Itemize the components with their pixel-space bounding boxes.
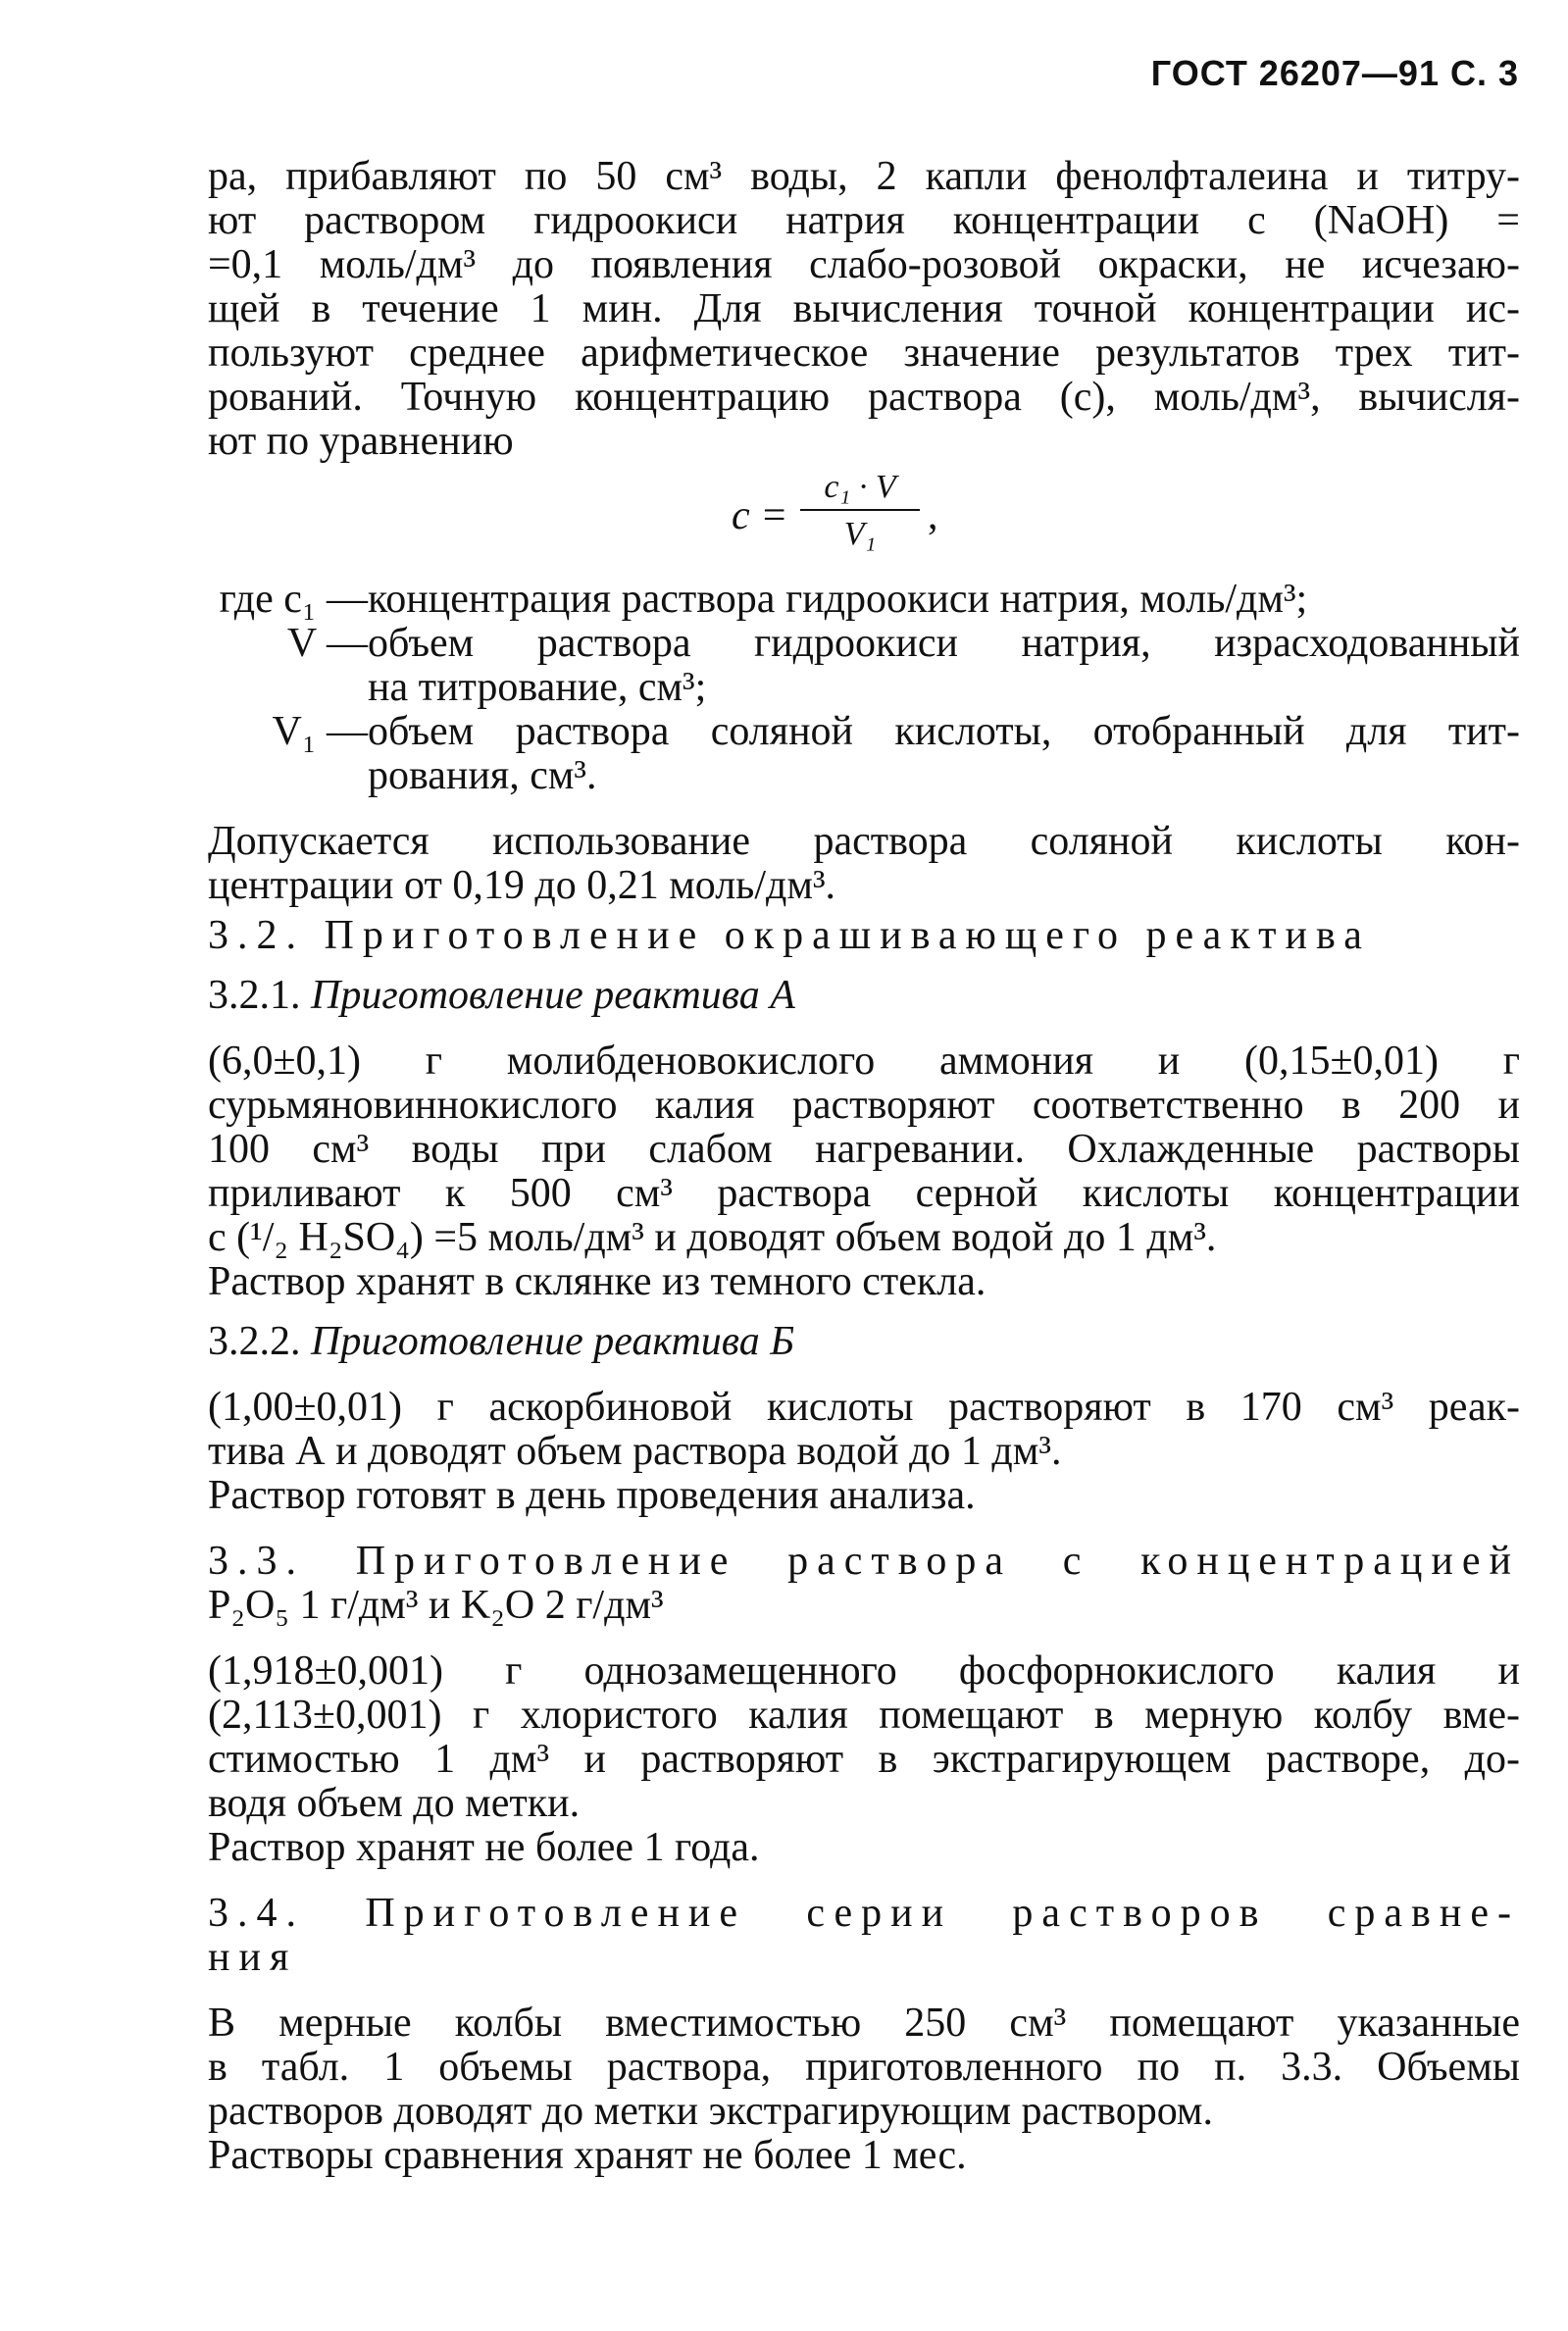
subsection-title: Приготовление реактива Б	[311, 1319, 794, 1364]
formula-numerator: c₁ · V	[824, 469, 896, 505]
legend-line: на титрование, см³;	[368, 665, 707, 710]
subsection-heading-3-2-1	[208, 974, 1520, 1018]
subsection-title: Приготовление реактива А	[311, 973, 795, 1018]
text-line: 100 см³ воды при слабом нагревании. Охлажденные растворы	[208, 1127, 1520, 1172]
formula-legend	[208, 578, 1520, 798]
text-line: ют по уравнению	[208, 419, 514, 464]
legend-line: объем раствора соляной кислоты, отобранный для тит-	[368, 709, 1520, 754]
formula-fraction	[800, 468, 920, 554]
legend-line: концентрация раствора гидроокиси натрия, моль/дм³;	[368, 577, 1308, 622]
page-body	[208, 155, 1520, 2178]
text-line: водя объем до метки.	[208, 1781, 581, 1826]
text-line: с (¹/₂ H₂SO₄) =5 моль/дм³ и доводят объем водой до 1 дм³.	[208, 1215, 1217, 1260]
section-heading-3-3	[208, 1540, 1520, 1628]
legend-row	[208, 710, 1520, 798]
legend-text	[368, 710, 1520, 798]
legend-text	[368, 622, 1520, 710]
formula-lhs: c =	[732, 493, 788, 538]
fraction-bar	[800, 509, 920, 511]
text-line: =0,1 моль/дм³ до появления слабо-розовой окраски, не исчезаю-	[208, 242, 1520, 287]
heading-line: P₂O₅ 1 г/дм³ и K₂O 2 г/дм³	[208, 1583, 664, 1628]
subsection-number: 3.2.1.	[208, 973, 301, 1018]
section-heading-3-4	[208, 1892, 1520, 1980]
paragraph-comparison-series	[208, 2002, 1520, 2178]
text-line: Допускается использование раствора соляной кислоты кон-	[208, 819, 1520, 864]
formula-comma: ,	[928, 493, 938, 538]
legend-row	[208, 578, 1520, 622]
text-line: стимостью 1 дм³ и растворяют в экстрагирующем растворе, до-	[208, 1737, 1520, 1782]
text-line: В мерные колбы вместимостью 250 см³ помещают указанные	[208, 2001, 1520, 2046]
legend-text	[368, 578, 1520, 622]
paragraph-reagent-b	[208, 1386, 1520, 1518]
legend-symbol: V₁ —	[272, 709, 368, 754]
text-line: (6,0±0,1) г молибденовокислого аммония и (0,15±0,01) г	[208, 1039, 1520, 1084]
legend-row	[208, 622, 1520, 710]
intro-paragraph	[208, 155, 1520, 464]
text-line: растворов доводят до метки экстрагирующим раствором.	[208, 2089, 1214, 2134]
text-line: рований. Точную концентрацию раствора (c), моль/дм³, вычисля-	[208, 375, 1520, 420]
formula	[208, 468, 1520, 576]
formula-denominator: V₁	[843, 516, 877, 552]
text-line: щей в течение 1 мин. Для вычисления точной концентрации ис-	[208, 286, 1520, 331]
text-line: пользуют среднее арифметическое значение результатов трех тит-	[208, 330, 1520, 376]
storage-note: Раствор готовят в день проведения анализа.	[208, 1473, 976, 1518]
text-line: центрации от 0,19 до 0,21 моль/дм³.	[208, 863, 836, 908]
text-line: (2,113±0,001) г хлористого калия помещают в мерную колбу вме-	[208, 1693, 1520, 1738]
legend-line: объем раствора гидроокиси натрия, израсходованный	[368, 621, 1520, 666]
text-line: приливают к 500 см³ раствора серной кислоты концентрации	[208, 1171, 1520, 1216]
page-header: ГОСТ 26207—91 С. 3	[1150, 53, 1519, 93]
text-line: (1,918±0,001) г однозамещенного фосфорнокислого калия и	[208, 1648, 1520, 1694]
text-line: (1,00±0,01) г аскорбиновой кислоты растворяют в 170 см³ реак-	[208, 1385, 1520, 1430]
subsection-heading-3-2-2	[208, 1320, 1520, 1364]
storage-note: Раствор хранят в склянке из темного стекла.	[208, 1259, 986, 1304]
paragraph-reagent-a	[208, 1039, 1520, 1304]
storage-note: Растворы сравнения хранят не более 1 мес.	[208, 2133, 967, 2178]
text-line: тива А и доводят объем раствора водой до 1 дм³.	[208, 1429, 1062, 1474]
subsection-number: 3.2.2.	[208, 1319, 301, 1364]
heading-line: ния	[208, 1935, 298, 1980]
heading-line: 3.4. Приготовление серии растворов сравне-	[208, 1891, 1520, 1936]
heading-line: 3.3. Приготовление раствора с концентрацией	[208, 1539, 1520, 1584]
paragraph-standard-solution	[208, 1649, 1520, 1870]
text-line: ра, прибавляют по 50 см³ воды, 2 капли фенолфталеина и титру-	[208, 154, 1520, 199]
legend-line: рования, см³.	[368, 753, 597, 798]
text-line: в табл. 1 объемы раствора, приготовленного по п. 3.3. Объемы	[208, 2045, 1520, 2090]
allowance-paragraph	[208, 820, 1520, 908]
text-line: ют раствором гидроокиси натрия концентрации с (NaOH) =	[208, 198, 1520, 243]
storage-note: Раствор хранят не более 1 года.	[208, 1825, 760, 1870]
legend-symbol: где c₁ —	[219, 577, 368, 622]
legend-symbol: V —	[286, 621, 368, 666]
text-line: сурьмяновиннокислого калия растворяют соответственно в 200 и	[208, 1083, 1520, 1128]
section-heading-3-2: 3.2. Приготовление окрашивающего реактива	[208, 913, 1371, 958]
